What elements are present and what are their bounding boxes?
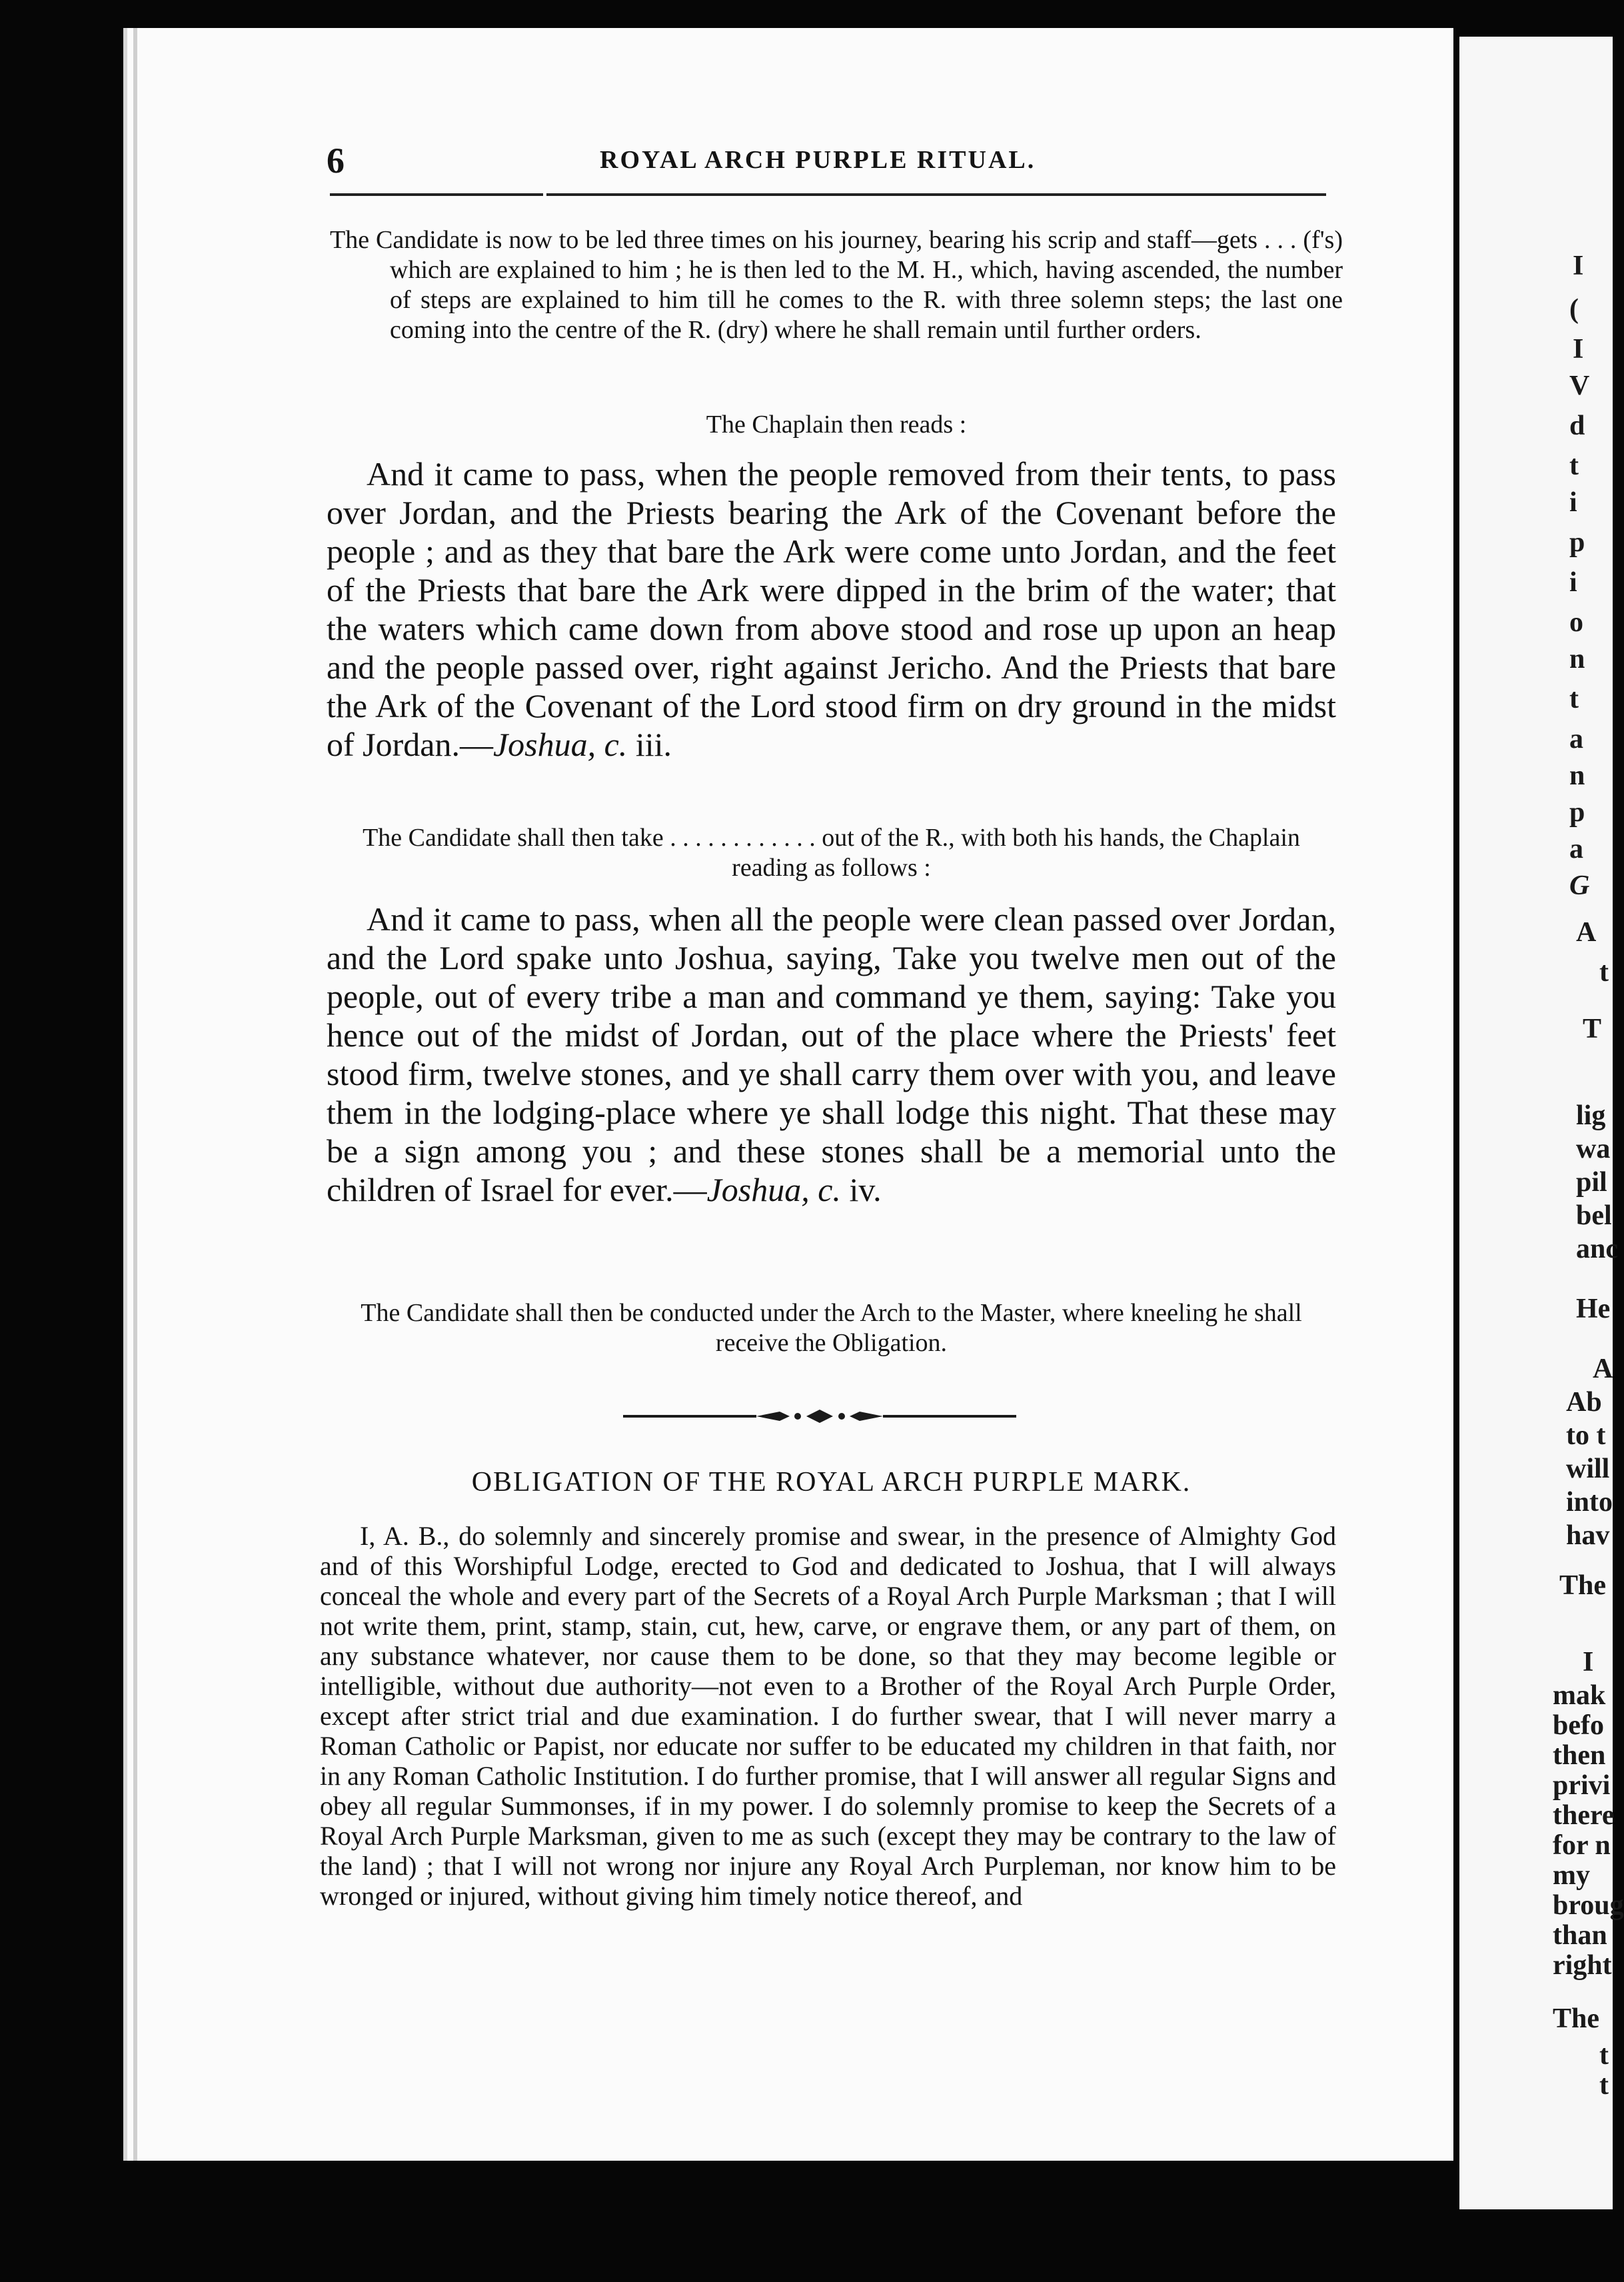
facing-fragment: my (1553, 1860, 1590, 1891)
page-edge-shadow (133, 28, 137, 2161)
stage-direction-journey: The Candidate is now to be led three times on his journey, bearing his scrip and staff—gets . . . (f's) which are explained to him ; he is then led to the M. H., which, having ascended, the number of steps are explained to him till he comes to the R. with three solemn steps; the last one coming into the centre of the R. (dry) where he shall remain until further orders. (330, 226, 1343, 344)
scripture-reference: Joshua, c. (706, 1171, 841, 1208)
facing-fragment: than (1553, 1920, 1607, 1951)
facing-fragment: t (1599, 957, 1609, 988)
facing-fragment: I (1583, 1647, 1594, 1678)
facing-fragment: Ab (1566, 1387, 1602, 1418)
facing-fragment: t (1599, 2070, 1609, 2101)
facing-fragment: a (1569, 724, 1583, 754)
scripture-passage-joshua-iv (327, 900, 1336, 1209)
facing-fragment: broug (1553, 1890, 1624, 1921)
facing-fragment: d (1569, 411, 1585, 441)
scripture-passage-joshua-iii (327, 455, 1336, 764)
facing-fragment: o (1569, 607, 1583, 638)
facing-fragment: p (1569, 527, 1585, 558)
facing-fragment: into (1566, 1487, 1613, 1518)
facing-fragment: a (1569, 834, 1583, 864)
facing-fragment: privi (1553, 1770, 1611, 1801)
facing-fragment: I (1573, 251, 1584, 281)
facing-fragment: right (1553, 1950, 1612, 1981)
facing-fragment: T (1583, 1014, 1602, 1044)
facing-fragment: pil (1576, 1167, 1607, 1198)
running-head (327, 133, 1326, 187)
facing-fragment: for n (1553, 1830, 1611, 1861)
facing-fragment: I (1573, 334, 1584, 365)
facing-fragment: wa (1576, 1134, 1611, 1164)
facing-page-edge (1459, 37, 1624, 2209)
facing-fragment: A (1576, 917, 1597, 948)
facing-fragment: then (1553, 1740, 1606, 1771)
facing-fragment: i (1569, 567, 1577, 598)
facing-fragment: t (1599, 2040, 1609, 2071)
scripture-text: And it came to pass, when all the people were clean passed over Jordan, and the Lord spake unto Joshua, saying, Take you twelve men out of the people, out of every tribe a man and command ye them, saying: Take you hence out of the midst of Jordan, out of the place where the Priests' feet stood firm, twelve stones, and ye shall carry them over with you, and leave them in the lodging-place where ye shall lodge this night. That these may be a sign among you ; and these stones shall be a memorial unto the children of Israel for ever.— (327, 900, 1336, 1208)
facing-fragment: mak (1553, 1680, 1606, 1711)
stage-direction-take-stones: The Candidate shall then take . . . . . . . . . . . . out of the R., with both his hands, the Chaplain reading as follows : (363, 824, 1300, 882)
facing-fragment: He (1576, 1294, 1611, 1324)
facing-fragment: p (1569, 797, 1585, 828)
obligation-heading: OBLIGATION OF THE ROYAL ARCH PURPLE MARK. (471, 1467, 1192, 1498)
running-title: ROYAL ARCH PURPLE RITUAL. (600, 146, 1036, 174)
facing-fragment: bel (1576, 1200, 1612, 1231)
stage-direction-obligation: The Candidate shall then be conducted under the Arch to the Master, where kneeling he shall receive the Obligation. (361, 1299, 1302, 1357)
facing-fragment: A (1593, 1354, 1613, 1384)
facing-fragment: i (1569, 487, 1577, 518)
facing-fragment: t (1569, 451, 1579, 481)
header-rule-right (546, 193, 1326, 196)
scripture-chapter: iii. (627, 726, 672, 763)
facing-fragment: ( (1569, 294, 1579, 325)
header-rule-left (330, 193, 543, 196)
facing-fragment: n (1569, 760, 1585, 791)
facing-fragment: The (1559, 1570, 1607, 1601)
facing-fragment: to t (1566, 1420, 1606, 1451)
scripture-text: And it came to pass, when the people removed from their tents, to pass over Jordan, and the Priests bearing the Ark of the Covenant before the people ; and as they that bare the Ark were come unto Jordan, and the feet of the Priests that bare the Ark were dipped in the brim of the water; that the waters which came down from above stood and rose up upon an heap and the people passed over, right against Jericho. And the Priests that bare the Ark of the Covenant of the Lord stood firm on dry ground in the midst of Jordan.— (327, 455, 1336, 763)
facing-fragment: The (1553, 2003, 1600, 2034)
facing-fragment: t (1569, 684, 1579, 714)
ornament-divider (623, 1403, 1016, 1430)
scripture-chapter: iv. (840, 1171, 882, 1208)
page-number: 6 (327, 141, 345, 181)
facing-fragment: befo (1553, 1710, 1604, 1741)
facing-fragment: lig (1576, 1100, 1606, 1131)
facing-fragment: hav (1566, 1520, 1610, 1551)
chaplain-reads-label: The Chaplain then reads : (706, 411, 967, 439)
facing-fragment: n (1569, 644, 1585, 674)
facing-fragment: G (1569, 870, 1590, 901)
facing-fragment: there (1553, 1800, 1615, 1831)
facing-fragment: anc (1576, 1234, 1618, 1264)
facing-fragment: will (1566, 1454, 1610, 1484)
obligation-body: I, A. B., do solemnly and sincerely promise and swear, in the presence of Almighty God and of this Worshipful Lodge, erected to God and dedicated to Joshua, that I will always conceal the whole and every part of the Secrets of a Royal Arch Purple Marksman ; that I will not write them, print, stamp, stain, cut, hew, carve, or engrave them, or any part of them, on any substance whatever, nor cause them to be done, so that they may become legible or intelligible, without due authority—not even to a Brother of the Royal Arch Purple Order, except after strict trial and due examination. I do further swear, that I will never marry a Roman Catholic or Papist, nor educate nor suffer to be educated my children in that faith, nor in any Roman Catholic Institution. I do further promise, that I will answer all regular Signs and obey all regular Summonses, if in my power. I do solemnly promise to keep the Secrets of a Royal Arch Purple Marksman, given to me as such (except they may be contrary to the law of the land) ; that I will not wrong nor injure any Royal Arch Purpleman, nor know him to be wronged or injured, without giving him timely notice thereof, and (320, 1521, 1336, 1911)
scripture-reference: Joshua, c. (492, 726, 628, 763)
facing-fragment: V (1569, 371, 1590, 401)
